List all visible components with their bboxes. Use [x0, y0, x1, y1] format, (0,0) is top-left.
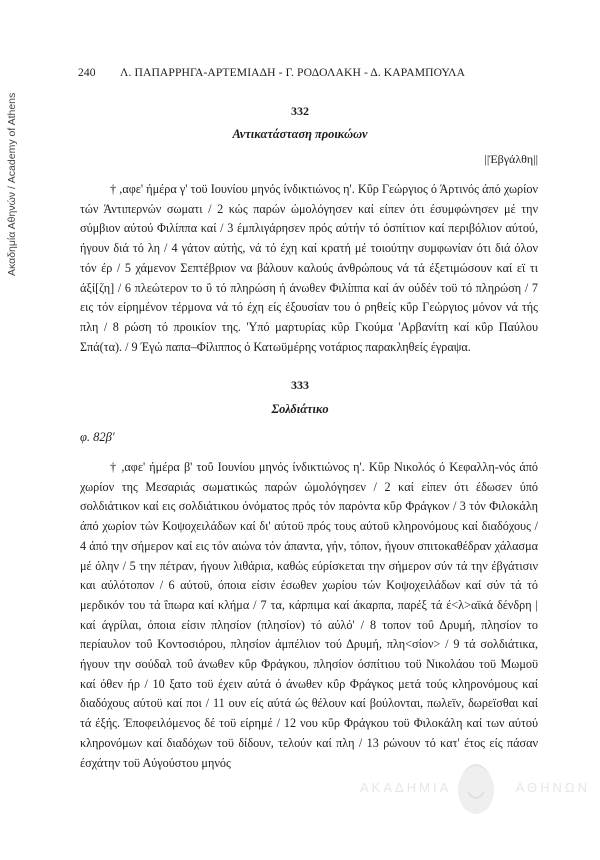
document-title: Σολδιάτικο [271, 402, 329, 416]
document-number: 333 [291, 378, 309, 392]
page-number: 240 [78, 66, 96, 79]
document-title: Αντικατάσταση προικώων [232, 127, 368, 141]
folio-reference: φ. 82β' [80, 430, 115, 444]
document-body [80, 458, 538, 773]
side-watermark [4, 40, 20, 280]
academy-seal-watermark [360, 752, 590, 842]
document-body-text: † ,αφε' ήμέρα β' τοΰ Ιουνίου μηνός ίνδικτιώνος η'. Κΰρ Νικολός ό Κεφαλλη-νός άπό χωρίον της Μεσαριάς σωματικώς παρών ώμολόγησεν / 2 καί είπεν ότι έδωσεν ύπό σολδιάτικον καί εις σολδιάτικου όνόματος πρός τόν παρόντα κΰρ Φράγκον / 3 τόν Φιλοκάλη άπό χωρίον τών Κοψοχειλάδων καί δι' αύτοϋ πρός τους αύτοϋ κληρονόμους καί διαδόχους / 4 άπό την σήμερον καί εις τόν αιώνα τόν άπαντα, γήν, τόπον, ήγουν σπιτοκαθέδραν χάλασμα μέ όλην / 5 την πέτραν, ήγουν λιθάρια, καθώς εύρίσκεται την σήμερον σύν τά την έβγάτισιν και αύλότοπον / 6 αύτοϋ, όποια είσιν έσωθεν χωρίου τών Κοψοχειλάδων καί σύν τά τό μερδικόν του τά ΐπωρα καί κλήμα / 7 τα, κάρπιμα καί άκαρπα, παρέξ τά έ<λ>αϊκά δένδρη |καί άγρίλαι, όποια είσιν πλησίον (πλησίον) τό αύλό' / 8 τοπον τοΰ Δρυμή, πλησίον το περίαυλον τοΰ Κοντοσιόρου, πλησίον άμπέλιον τού Δρυμή, πλη<σίον> / 9 τά σολδιάτικα, ήγουν την σούδαλ τοΰ άνωθεν κΰρ Φράγκου, πλησίον όσπίτιου τοϋ Νικολάου τοϋ Μωμοϋ καί όθεν ήρ / 10 ξατο τοϋ έχειν αύτά ό άνωθεν κΰρ Φράγκος μετά τούς κληρονόμους καί διαδόχους αύτοϋ καί ποι / 11 ουν είς αύτά ώς θέλουν καί βούλονται, πωλεϊν, δωρεϊσθαι καί τά έξής. Έποφειλόμενος δέ τοϋ είρημέ / 12 νου κΰρ Φράγκου τοϋ Φιλοκάλη καί των αύτού κληρονόμων καί διαδόχων τοϋ δίδουν, τελούν καί πλη / 13 ρώνουν τό κατ' έτος είς πάσαν έσχάτην τοϋ Αύγούστου μηνός [80, 460, 538, 770]
watermark-side-text: Ακαδημία Αθηνών / Academy of Athens [6, 92, 18, 276]
document-body [80, 180, 538, 357]
seal-text-right: ΑΘΗΝΩΝ [515, 780, 590, 795]
document-number: 332 [291, 104, 309, 118]
document-note: ||Έβγάλθη|| [484, 152, 538, 166]
document-body-text: † ,αφε' ήμέρα γ' τοϋ Ιουνίου μηνός ίνδικτιώνος η'. Κΰρ Γεώργιος ό Άρτινός άπό χωρίον τών Άντιπερνών σωματι / 2 κώς παρών ώμολόγησεν καί είπεν ότι έσυμφώνησεν μέ την σύμβιον αύτού Φιλίππα καί / 3 έμπλιγάρησεν πρός αύτήν τό όσπίτιον καί περιβόλιον αύτού, ήγουν διά τό λη / 4 γάτον αύτής, νά τό έχη καί κρατή μέ τοιούτην συμφωνίαν ότι διά όλον τόν έρ / 5 χάμενον Σεπτέβριον να βάλουν καλούς άνθρώπους νά τά έξετιμώσουν καί εϊ τι άξί[ζη] / 6 πλεώτερον το ΰ τό πληρώση ή άνωθεν Φιλίππα καί άν ούδέν τοϋ τό πληρώση / 7 εις τόν είρημένον τέρμονα νά τό έχη είς έξουσίαν του ό ρηθείς κΰρ Γεώργιος μόνον νά τής πλη / 8 ρώση τό προικίον της. 'Υπό μαρτυρίας κΰρ Γκούμα 'Αρβανίτη καί κΰρ Παύλου Σπά(τα). / 9 Έγώ παπα–Φίλιππος ό Κατωϋμέρης νοτάριος παρακληθείς έγραψα. [80, 182, 538, 354]
seal-text-left: ΑΚΑΔΗΜΙΑ [360, 780, 452, 795]
athena-emblem-icon [448, 752, 504, 822]
running-title: Λ. ΠΑΠΑΡΡΗΓΑ-ΑΡΤΕΜΙΑΔΗ - Γ. ΡΟΔΟΛΑΚΗ - Δ. ΚΑΡΑΜΠΟΥΛΑ [120, 66, 466, 79]
